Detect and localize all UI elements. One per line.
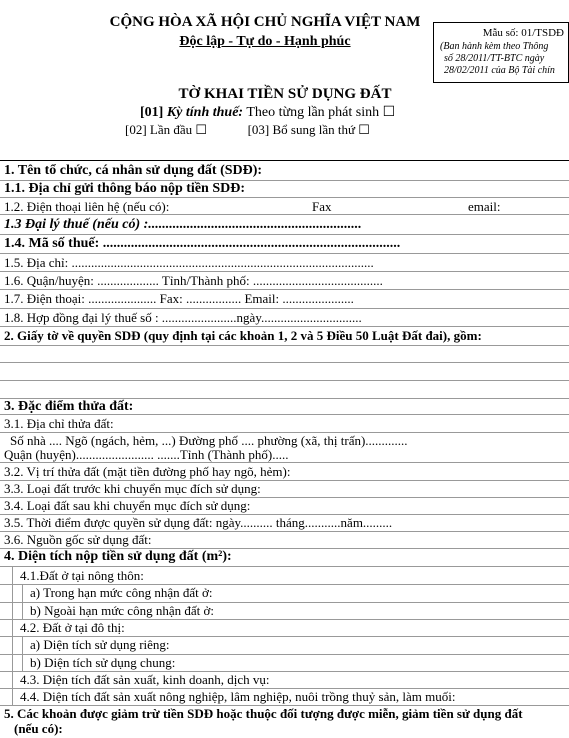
checkbox-first[interactable]: ☐ (195, 122, 208, 137)
row-3-6: 3.6. Nguồn gốc sử dụng đất: (4, 532, 152, 547)
row-4-4: 4.4. Diện tích đất sản xuất nông nghiệp, lâm nghiệp, nuôi trồng thuỷ sản, làm muối: (20, 689, 456, 704)
nation-title: CỘNG HÒA XÃ HỘI CHỦ NGHĨA VIỆT NAM (109, 14, 421, 30)
row-1-3: 1.3 Đại lý thuế (nếu có) :............................................................. (4, 217, 362, 232)
checkbox-each[interactable]: ☐ (382, 105, 396, 120)
code-03: [03] (247, 122, 270, 137)
code-01: [01] (140, 105, 164, 120)
form-note-3: 28/02/2011 của Bộ Tài chín (444, 65, 555, 76)
row-1-8: 1.8. Hợp đồng đại lý thuế số : .......................ngày............................... (4, 310, 362, 325)
period-line (140, 104, 395, 121)
row-5-cont: (nếu có): (14, 721, 63, 736)
row-3-4: 3.4. Loại đất sau khi chuyển mục đích sử dụng: (4, 498, 251, 513)
row-4-1-a: a) Trong hạn mức công nhận đất ở: (30, 585, 213, 600)
row-1-7: 1.7. Điện thoại: ..................... Fax: ................. Email: ...................... (4, 291, 354, 306)
code-02: [02] (125, 122, 147, 137)
row-3-3: 3.3. Loại đất trước khi chuyển mục đích sử dụng: (4, 481, 261, 496)
row-3: 3. Đặc điểm thửa đất: (4, 399, 134, 414)
row-4-1-b: b) Ngoài hạn mức công nhận đất ở: (30, 603, 214, 618)
row-1-2: 1.2. Điện thoại liên hệ (nếu có): (4, 199, 170, 214)
form-note-2: số 28/2011/TT-BTC ngày (444, 53, 545, 64)
period-line-2 (125, 122, 370, 138)
row-1-1: 1.1. Địa chỉ gửi thông báo nộp tiền SDĐ: (4, 181, 245, 196)
row-1-2-email: email: (468, 199, 501, 214)
row-4-1: 4.1.Đất ở tại nông thôn: (20, 568, 144, 583)
supplement-label: Bổ sung lần thứ (272, 122, 356, 137)
row-2: 2. Giấy tờ về quyền SDĐ (quy định tại các khoản 1, 2 và 5 Điều 50 Luật Đất đai), gồm: (4, 328, 482, 343)
row-1-4: 1.4. Mã số thuế: ..................................................................................... (4, 236, 401, 251)
row-1-5: 1.5. Địa chỉ: ............................................................................................. (4, 255, 374, 270)
form-note-1: (Ban hành kèm theo Thông (440, 41, 549, 52)
period-label: Kỳ tính thuế: (166, 105, 244, 120)
row-1-2-fax: Fax (312, 199, 332, 214)
row-4-2-b: b) Diện tích sử dụng chung: (30, 655, 176, 670)
form-code (434, 27, 564, 39)
form-code-box (433, 22, 569, 83)
row-3-2: 3.2. Vị trí thửa đất (mặt tiền đường phố hay ngõ, hẻm): (4, 464, 291, 479)
form-title: TỜ KHAI TIỀN SỬ DỤNG ĐẤT (178, 86, 392, 102)
row-4-2: 4.2. Đất ở tại đô thị: (20, 620, 125, 635)
form-code-text: Mẫu số: 01/TSDĐ (482, 27, 564, 39)
checkbox-supplement[interactable]: ☐ (358, 122, 370, 137)
row-1-6: 1.6. Quận/huyện: ................... Tỉnh/Thành phố: ........................................ (4, 273, 383, 288)
row-4: 4. Diện tích nộp tiền sử dụng đất (m²): (4, 549, 232, 564)
row-3-1-district: Quận (huyện)........................ .......Tỉnh (Thành phố)..... (4, 447, 289, 462)
option-each-label: Theo từng lần phát sinh (246, 105, 380, 120)
row-3-1-address: Số nhà .... Ngõ (ngách, hẻm, ...) Đường phố .... phường (xã, thị trấn)............. (10, 433, 408, 448)
row-1: 1. Tên tổ chức, cá nhân sử dụng đất (SDĐ): (4, 163, 263, 178)
row-4-3: 4.3. Diện tích đất sản xuất, kinh doanh, dịch vụ: (20, 672, 270, 687)
motto: Độc lập - Tự do - Hạnh phúc (179, 34, 351, 49)
row-4-2-a: a) Diện tích sử dụng riêng: (30, 637, 170, 652)
row-3-5: 3.5. Thời điểm được quyền sử dụng đất: ngày.......... tháng...........năm......... (4, 515, 393, 530)
row-3-1: 3.1. Địa chỉ thửa đất: (4, 416, 114, 431)
row-5: 5. Các khoản được giảm trừ tiền SDĐ hoặc thuộc đối tượng được miễn, giảm tiền sử dụng đất (4, 706, 523, 721)
first-label: Lần đầu (149, 122, 193, 137)
